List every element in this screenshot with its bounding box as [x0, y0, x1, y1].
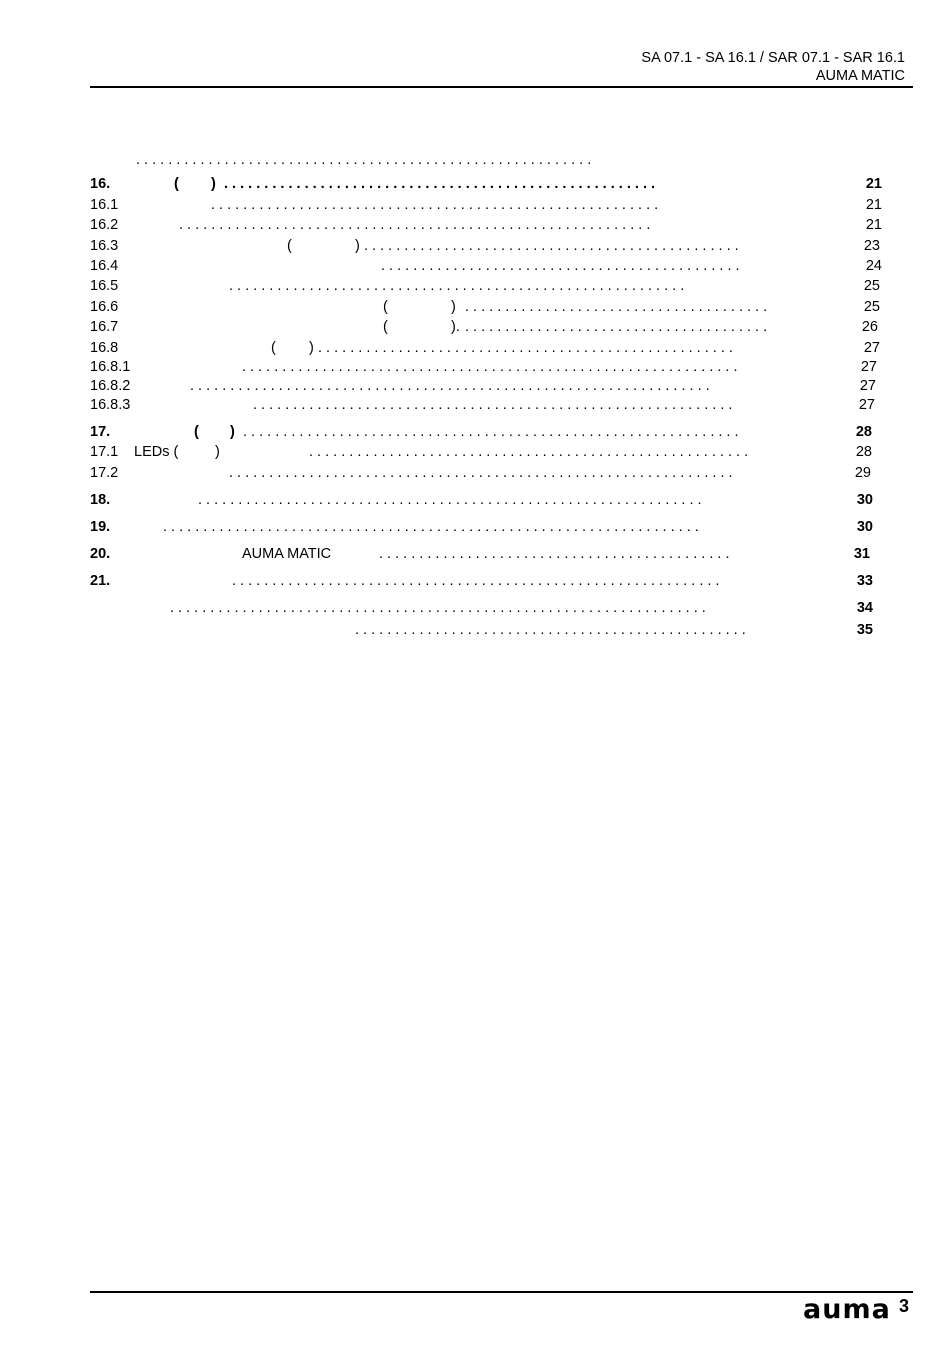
toc-dot-leader: . . . . . . . . . . . . . . . . . . . . . . . . . . . . . . . . . . . . . . . . . . . . — [379, 546, 730, 562]
toc-number: 16.7 — [90, 319, 119, 335]
toc-number: 16.8.3 — [90, 397, 131, 413]
toc-fragment: ) — [309, 340, 314, 356]
toc-number: 16. — [90, 176, 111, 192]
toc-dot-leader: . . . . . . . . . . . . . . . . . . . . . . . . . . . . . . . . . . . . . . . . . . . . . . . . . . . . . . . . — [211, 197, 659, 213]
toc-entry[interactable] — [0, 277, 950, 297]
toc-fragment: ( — [174, 176, 179, 192]
toc-page-number: 35 — [856, 622, 873, 638]
toc-fragment: ( — [271, 340, 276, 356]
toc-page-number: 30 — [856, 519, 873, 535]
toc-entry[interactable] — [0, 151, 950, 171]
toc-dot-leader: . . . . . . . . . . . . . . . . . . . . . . . . . . . . . . . . . . . . . . — [465, 319, 768, 335]
toc-number: 16.1 — [90, 197, 119, 213]
toc-number: 16.5 — [90, 278, 119, 294]
toc-number: 16.8 — [90, 340, 119, 356]
toc-dot-leader: . . . . . . . . . . . . . . . . . . . . . . . . . . . . . . . . . . . . . . . . . . . . . . . . . . . . . . . . . . . . . . . — [229, 465, 733, 481]
toc-fragment: LEDs ( — [134, 444, 179, 460]
toc-dot-leader: . . . . . . . . . . . . . . . . . . . . . . . . . . . . . . . . . . . . . . . . . . . . . . . . . . . . . . — [224, 176, 656, 192]
toc-dot-leader: . . . . . . . . . . . . . . . . . . . . . . . . . . . . . . . . . . . . . . . . . . . . . . . . . . . . . . . . . . . . . . . . . — [190, 378, 710, 394]
toc-dot-leader: . . . . . . . . . . . . . . . . . . . . . . . . . . . . . . . . . . . . . . . . . . . . . . . . . . . . . . . . . . . . . — [232, 573, 720, 589]
toc-dot-leader: . . . . . . . . . . . . . . . . . . . . . . . . . . . . . . . . . . . . . . . . . . . . . . . . . . . . . . . . . . . . . . . — [198, 492, 702, 508]
toc-entry[interactable] — [0, 175, 950, 195]
toc-page-number: 25 — [863, 299, 880, 315]
toc-dot-leader: . . . . . . . . . . . . . . . . . . . . . . . . . . . . . . . . . . . . . . . . . . . . . . . . . . . . . . . . . . . . . . . . . . . — [163, 519, 699, 535]
toc-dot-leader: . . . . . . . . . . . . . . . . . . . . . . . . . . . . . . . . . . . . . . . . . . . . . . . . . . . . . . . . . — [229, 278, 685, 294]
toc-page-number: 26 — [861, 319, 878, 335]
toc-fragment: ( — [383, 319, 388, 335]
header-product-name: AUMA MATIC — [815, 68, 905, 84]
toc-dot-leader: . . . . . . . . . . . . . . . . . . . . . . . . . . . . . . . . . . . . . . . . . . . . . . . . . . . . . . . — [309, 444, 749, 460]
toc-number: 16.3 — [90, 238, 119, 254]
toc-dot-leader: . . . . . . . . . . . . . . . . . . . . . . . . . . . . . . . . . . . . . . . . . . . . . . . . . . . . . . . . . . . — [179, 217, 651, 233]
toc-fragment: ) — [355, 238, 360, 254]
toc-dot-leader: . . . . . . . . . . . . . . . . . . . . . . . . . . . . . . . . . . . . . . . . . . . . . — [381, 258, 740, 274]
toc-entry[interactable] — [0, 237, 950, 257]
toc-page-number: 21 — [865, 197, 882, 213]
toc-fragment: ). — [451, 319, 460, 335]
toc-page-number: 33 — [856, 573, 873, 589]
toc-fragment: ( — [287, 238, 292, 254]
toc-entry[interactable] — [0, 196, 950, 216]
toc-fragment: AUMA MATIC — [242, 546, 332, 562]
toc-fragment: ( — [383, 299, 388, 315]
toc-number: 16.2 — [90, 217, 119, 233]
toc-dot-leader: . . . . . . . . . . . . . . . . . . . . . . . . . . . . . . . . . . . . . . — [465, 299, 768, 315]
toc-number: 16.8.2 — [90, 378, 131, 394]
toc-fragment: ) — [451, 299, 456, 315]
toc-entry[interactable] — [0, 396, 950, 416]
toc-page-number: 21 — [865, 176, 882, 192]
toc-page-number: 25 — [863, 278, 880, 294]
footer-divider — [90, 1291, 913, 1293]
auma-logo: auma — [803, 1294, 891, 1325]
toc-fragment: ) — [215, 444, 220, 460]
toc-page-number: 27 — [863, 340, 880, 356]
toc-entry[interactable] — [0, 298, 950, 318]
toc-page-number: 30 — [856, 492, 873, 508]
toc-entry[interactable] — [0, 518, 950, 538]
header-product-range: SA 07.1 - SA 16.1 / SAR 07.1 - SAR 16.1 — [641, 50, 905, 66]
toc-dot-leader: . . . . . . . . . . . . . . . . . . . . . . . . . . . . . . . . . . . . . . . . . . . . . . . . . . . . . . . . . — [136, 152, 592, 168]
toc-entry[interactable] — [0, 339, 950, 359]
toc-entry[interactable] — [0, 491, 950, 511]
toc-page-number: 34 — [856, 600, 873, 616]
toc-fragment: ( — [194, 424, 199, 440]
toc-entry[interactable] — [0, 216, 950, 236]
toc-page-number: 24 — [865, 258, 882, 274]
toc-entry[interactable] — [0, 257, 950, 277]
toc-number: 17.2 — [90, 465, 119, 481]
toc-number: 17.1 — [90, 444, 119, 460]
toc-entry[interactable] — [0, 464, 950, 484]
toc-dot-leader: . . . . . . . . . . . . . . . . . . . . . . . . . . . . . . . . . . . . . . . . . . . . . . . . . . . . . . . . . . . . . . — [243, 424, 739, 440]
toc-number: 21. — [90, 573, 111, 589]
toc-entry[interactable] — [0, 443, 950, 463]
toc-dot-leader: . . . . . . . . . . . . . . . . . . . . . . . . . . . . . . . . . . . . . . . . . . . . . . . . . . . . . . . . . . . . . . — [242, 359, 738, 375]
toc-page-number: 21 — [865, 217, 882, 233]
toc-number: 17. — [90, 424, 111, 440]
toc-entry[interactable] — [0, 599, 950, 619]
toc-number: 20. — [90, 546, 111, 562]
toc-entry[interactable] — [0, 621, 950, 641]
toc-page-number: 27 — [858, 397, 875, 413]
toc-number: 16.6 — [90, 299, 119, 315]
toc-page-number: 31 — [853, 546, 870, 562]
toc-page-number: 27 — [859, 378, 876, 394]
toc-page-number: 27 — [860, 359, 877, 375]
toc-entry[interactable] — [0, 377, 950, 397]
toc-dot-leader: . . . . . . . . . . . . . . . . . . . . . . . . . . . . . . . . . . . . . . . . . . . . . . . — [364, 238, 739, 254]
toc-entry[interactable] — [0, 545, 950, 565]
toc-entry[interactable] — [0, 358, 950, 378]
toc-page-number: 28 — [855, 444, 872, 460]
toc-page-number: 29 — [854, 465, 871, 481]
page-number: 3 — [899, 1296, 910, 1316]
toc-dot-leader: . . . . . . . . . . . . . . . . . . . . . . . . . . . . . . . . . . . . . . . . . . . . . . . . . — [355, 622, 746, 638]
toc-number: 16.4 — [90, 258, 119, 274]
toc-dot-leader: . . . . . . . . . . . . . . . . . . . . . . . . . . . . . . . . . . . . . . . . . . . . . . . . . . . . . . . . . . . . — [253, 397, 733, 413]
toc-page-number: 23 — [863, 238, 880, 254]
toc-dot-leader: . . . . . . . . . . . . . . . . . . . . . . . . . . . . . . . . . . . . . . . . . . . . . . . . . . . . . . . . . . . . . . . . . . . — [170, 600, 706, 616]
toc-entry[interactable] — [0, 318, 950, 338]
toc-entry[interactable] — [0, 572, 950, 592]
toc-dot-leader: . . . . . . . . . . . . . . . . . . . . . . . . . . . . . . . . . . . . . . . . . . . . . . . . . . . . — [318, 340, 733, 356]
toc-number: 16.8.1 — [90, 359, 131, 375]
toc-page-number: 28 — [855, 424, 872, 440]
header-divider — [90, 86, 913, 88]
toc-number: 19. — [90, 519, 111, 535]
toc-fragment: ) — [211, 176, 216, 192]
toc-fragment: ) — [230, 424, 235, 440]
toc-number: 18. — [90, 492, 111, 508]
toc-entry[interactable] — [0, 423, 950, 443]
